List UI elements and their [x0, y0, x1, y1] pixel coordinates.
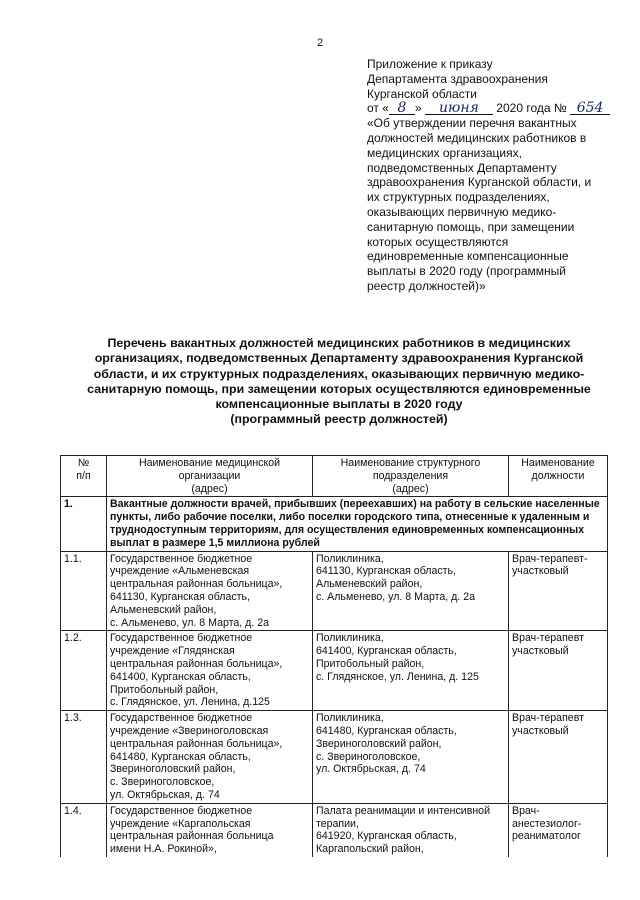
section-line: пункты, либо рабочие поселки, либо поселки городского типа, отнесенные к удаленным и: [110, 511, 590, 524]
row-organization: [107, 711, 313, 804]
cell-line: Притобольный район,: [316, 657, 425, 670]
cell-line: 641480, Курганская область,: [110, 750, 251, 763]
row-position: [509, 551, 608, 631]
appendix-desc-line: должностей медицинских работников в: [367, 130, 587, 145]
appendix-desc-line: которых осуществляются: [367, 234, 509, 249]
cell-line: анестезиолог-: [512, 817, 582, 830]
header-line: (адрес): [392, 482, 429, 495]
cell-line: учреждение «Звериноголовская: [110, 724, 269, 737]
row-position: [509, 803, 608, 857]
appendix-line: Приложение к приказу: [367, 57, 493, 71]
table-row: [61, 551, 608, 631]
row-num: 1.3.: [61, 711, 107, 804]
header-position: [509, 456, 608, 497]
cell-line: реаниматолог: [512, 830, 581, 843]
cell-line: ул. Октябрьская, д. 74: [316, 763, 426, 776]
cell-line: Врач-: [512, 804, 540, 817]
appendix-desc-line: выплаты в 2020 году (программный: [367, 264, 566, 279]
cell-line: центральная районная больница»,: [110, 657, 283, 670]
date-prefix: от «: [367, 101, 389, 116]
row-unit: [313, 551, 509, 631]
appendix-desc-line: санитарную помощь, при замещении: [367, 219, 575, 234]
header-num: [61, 456, 107, 497]
appendix-desc-line: единовременные компенсационные: [367, 249, 569, 264]
cell-line: с. Звериноголовское,: [110, 776, 215, 789]
cell-line: Альменевский район,: [316, 578, 423, 591]
row-organization: [107, 631, 313, 711]
appendix-description: [367, 116, 612, 294]
title-line: организациях, подведомственных Департаменту здравоохранения Курганской: [94, 351, 584, 366]
cell-line: учреждение «Каргапольская: [110, 817, 251, 830]
table-row: [61, 711, 608, 804]
cell-line: Притобольный район,: [110, 683, 219, 696]
row-unit: [313, 711, 509, 804]
row-organization: [107, 803, 313, 857]
cell-line: участковый: [512, 565, 569, 578]
cell-line: с. Звериноголовское,: [316, 750, 421, 763]
document-title: [60, 336, 618, 428]
cell-line: терапии,: [316, 817, 359, 830]
appendix-block: [367, 57, 612, 294]
appendix-desc-line: их структурных подразделениях,: [367, 190, 550, 205]
appendix-line: Департамента здравоохранения: [367, 71, 548, 86]
appendix-desc-line: «Об утверждении перечня вакантных: [367, 116, 577, 131]
header-line: Наименование медицинской: [138, 457, 281, 469]
cell-line: Поликлиника,: [316, 552, 384, 565]
date-day-field: [389, 102, 415, 115]
row-position: [509, 631, 608, 711]
date-day-handwritten: 8: [397, 100, 407, 117]
date-month-handwritten: июня: [439, 100, 479, 117]
cell-line: Звериноголовский район,: [316, 737, 442, 750]
appendix-desc-line: подведомственных Департаменту: [367, 160, 557, 175]
cell-line: Государственное бюджетное: [110, 712, 253, 725]
cell-line: 641130, Курганская область,: [316, 565, 456, 578]
cell-line: центральная районная больница»,: [110, 737, 283, 750]
cell-line: Государственное бюджетное: [110, 804, 253, 817]
section-line: выплат в размере 1,5 миллиона рублей: [110, 536, 320, 549]
positions-table: [60, 455, 608, 857]
cell-line: 641130, Курганская область,: [110, 590, 250, 603]
cell-line: Палата реанимации и интенсивной: [316, 804, 490, 817]
table-row: [61, 631, 608, 711]
section-row: [61, 497, 608, 551]
header-line: Наименование: [521, 457, 595, 469]
cell-line: 641920, Курганская область,: [316, 830, 457, 843]
date-month-field: [425, 102, 493, 115]
cell-line: Звериноголовский район,: [110, 763, 236, 776]
appendix-desc-line: здравоохранения Курганской области, и: [367, 175, 592, 190]
cell-line: Государственное бюджетное: [110, 552, 253, 565]
date-year-text: 2020 года №: [496, 101, 567, 116]
row-unit: [313, 803, 509, 857]
row-organization: [107, 551, 313, 631]
appendix-desc-line: медицинских организациях,: [367, 145, 522, 160]
order-number-handwritten: 654: [576, 100, 604, 117]
row-num: 1.4.: [61, 803, 107, 857]
section-num: 1.: [61, 497, 107, 551]
appendix-desc-line: оказывающих первичную медико-: [367, 204, 557, 219]
page-number: 2: [316, 37, 324, 49]
title-line: компенсационные выплаты в 2020 году: [215, 397, 463, 412]
title-line: Перечень вакантных должностей медицинских работников в медицинских: [107, 336, 571, 350]
cell-line: с. Альменево, ул. 8 Марта, д. 2а: [110, 616, 269, 629]
row-position: [509, 711, 608, 804]
cell-line: Врач-терапевт: [512, 632, 584, 645]
order-number-field: [570, 102, 610, 115]
title-line: (программный реестр должностей): [230, 412, 448, 427]
header-line: должности: [531, 469, 585, 482]
table-header-row: [61, 456, 608, 497]
row-num: 1.1.: [61, 551, 107, 631]
title-line: области, и их структурных подразделениях, оказывающих первичную медико-: [93, 366, 585, 381]
cell-line: участковый: [512, 645, 569, 658]
cell-line: учреждение «Альменевская: [110, 565, 250, 578]
header-line: подразделения: [372, 469, 449, 482]
cell-line: с. Глядянское, ул. Ленина, д.125: [110, 696, 270, 709]
cell-line: учреждение «Глядянская: [110, 645, 235, 658]
cell-line: Врач-терапевт-: [512, 552, 588, 565]
section-title: [107, 497, 608, 551]
header-line: организации: [178, 469, 241, 482]
cell-line: Государственное бюджетное: [110, 632, 253, 645]
header-line: (адрес): [191, 482, 228, 495]
row-num: 1.2.: [61, 631, 107, 711]
cell-line: участковый: [512, 724, 569, 737]
cell-line: 641400, Курганская область,: [316, 645, 457, 658]
section-line: труднодоступным территориям, для осуществления единовременных компенсационных: [110, 523, 585, 536]
cell-line: Поликлиника,: [316, 712, 384, 725]
cell-line: центральная районная больница: [110, 830, 274, 843]
header-line: Наименование структурного: [340, 457, 481, 469]
header-line: №: [77, 457, 90, 469]
date-mid: »: [414, 101, 422, 116]
header-line: п/п: [76, 469, 91, 482]
cell-line: с. Глядянское, ул. Ленина, д. 125: [316, 670, 479, 683]
cell-line: 641400, Курганская область,: [110, 670, 251, 683]
appendix-line: Курганской области: [367, 86, 477, 101]
appendix-desc-line: реестр должностей)»: [367, 278, 486, 293]
section-line: Вакантные должности врачей, прибывших (переехавших) на работу в сельские населенные: [110, 498, 600, 511]
cell-line: с. Альменево, ул. 8 Марта, д. 2а: [316, 590, 475, 603]
cell-line: центральная районная больница»,: [110, 578, 283, 591]
cell-line: Альменевский район,: [110, 603, 217, 616]
cell-line: 641480, Курганская область,: [316, 724, 457, 737]
table-row: [61, 803, 608, 857]
cell-line: Каргапольский район,: [316, 843, 424, 856]
appendix-date-line: [367, 101, 612, 116]
cell-line: имени Н.А. Рокиной»,: [110, 843, 217, 856]
header-unit: [313, 456, 509, 497]
cell-line: Поликлиника,: [316, 632, 384, 645]
header-organization: [107, 456, 313, 497]
cell-line: Врач-терапевт: [512, 712, 584, 725]
title-line: санитарную помощь, при замещении которых осуществляются единовременные: [87, 381, 591, 396]
row-unit: [313, 631, 509, 711]
cell-line: ул. Октябрьская, д. 74: [110, 788, 220, 801]
